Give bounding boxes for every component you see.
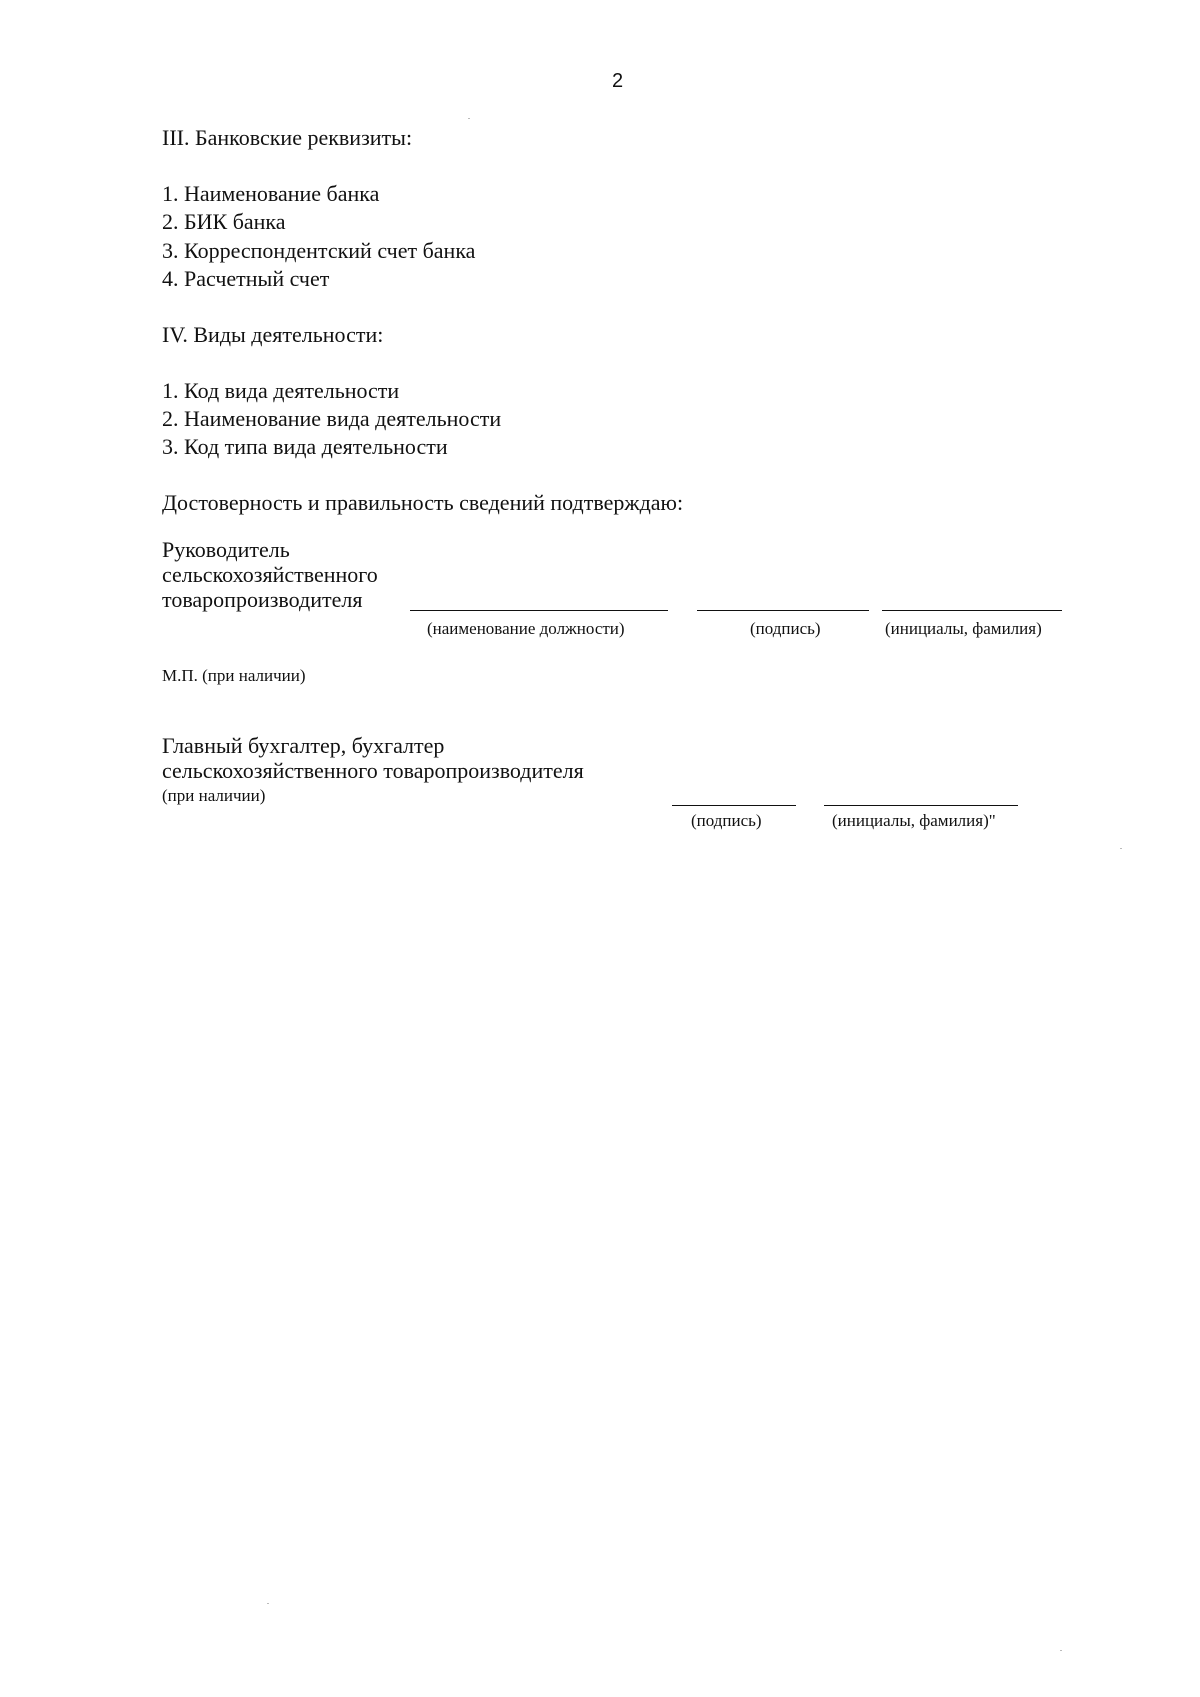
head-role-line-2: сельскохозяйственного xyxy=(162,562,378,587)
caption-head-name: (инициалы, фамилия) xyxy=(885,619,1042,638)
caption-head-signature: (подпись) xyxy=(750,619,821,638)
bank-item-name: 1. Наименование банка xyxy=(162,181,380,206)
confirmation-statement: Достоверность и правильность сведений подтверждаю: xyxy=(162,490,684,515)
scan-speck xyxy=(1120,848,1122,849)
section-bank-heading: III. Банковские реквизиты: xyxy=(162,125,413,150)
bank-item-corr-account: 3. Корреспондентский счет банка xyxy=(162,238,476,263)
head-signature-line xyxy=(697,610,869,611)
caption-accountant-name: (инициалы, фамилия)" xyxy=(832,811,996,830)
accountant-name-line xyxy=(824,805,1018,806)
section-activity-heading: IV. Виды деятельности: xyxy=(162,322,384,347)
accountant-signature-line xyxy=(672,805,796,806)
activity-item-name: 2. Наименование вида деятельности xyxy=(162,406,502,431)
scan-speck xyxy=(1060,1650,1062,1651)
scan-speck xyxy=(468,118,470,119)
activity-item-type-code: 3. Код типа вида деятельности xyxy=(162,434,448,459)
head-position-line xyxy=(410,610,668,611)
accountant-role-line-1: Главный бухгалтер, бухгалтер xyxy=(162,733,445,758)
accountant-note: (при наличии) xyxy=(162,786,266,805)
activity-item-code: 1. Код вида деятельности xyxy=(162,378,400,403)
bank-item-bik: 2. БИК банка xyxy=(162,209,286,234)
page-number: 2 xyxy=(612,70,624,92)
head-role-line-1: Руководитель xyxy=(162,537,290,562)
scan-speck xyxy=(267,1603,269,1604)
stamp-note: М.П. (при наличии) xyxy=(162,666,306,685)
bank-item-settlement-account: 4. Расчетный счет xyxy=(162,266,330,291)
head-role-line-3: товаропроизводителя xyxy=(162,587,363,612)
caption-position: (наименование должности) xyxy=(427,619,625,638)
accountant-role-line-2: сельскохозяйственного товаропроизводителя xyxy=(162,758,584,783)
caption-accountant-signature: (подпись) xyxy=(691,811,762,830)
head-name-line xyxy=(882,610,1062,611)
